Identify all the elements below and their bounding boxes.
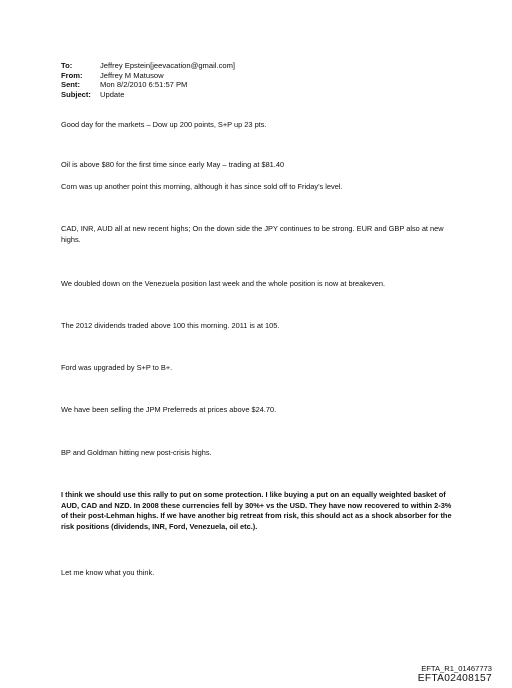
body-paragraph-bp-goldman: BP and Goldman hitting new post-crisis highs. — [61, 448, 212, 457]
body-paragraph-dividends: The 2012 dividends traded above 100 this morning. 2011 is at 105. — [61, 321, 280, 330]
body-paragraph-markets: Good day for the markets – Dow up 200 points, S+P up 23 pts. — [61, 120, 267, 129]
from-row — [61, 71, 235, 81]
sent-label: Sent: — [61, 80, 80, 90]
body-paragraph-currencies: CAD, INR, AUD all at new recent highs; On the down side the JPY continues to be strong. EUR and GBP also at new highs. — [61, 224, 444, 244]
sent-value: Mon 8/2/2010 6:51:57 PM — [100, 80, 188, 90]
sent-row — [61, 80, 235, 90]
body-paragraph-venezuela: We doubled down on the Venezuela position last week and the whole position is now at breakeven. — [61, 279, 386, 288]
from-value: Jeffrey M Matusow — [100, 70, 164, 80]
body-paragraph-corn: Corn was up another point this morning, although it has since sold off to Friday’s level. — [61, 182, 343, 191]
body-paragraph-protection: I think we should use this rally to put on some protection. I like buying a put on an equally weighted basket of AUD, CAD and NZD. In 2008 these currencies fell by 30%+ vs the USD. They have now recovered to within 2-3% of their post-Lehman highs. If we have another big retreat from risk, this should act as a shock absorber for the risk positions (dividends, INR, Ford, Venezuela, oil etc.). — [61, 490, 452, 531]
body-paragraph-oil: Oil is above $80 for the first time since early May – trading at $81.40 — [61, 160, 285, 169]
subject-label: Subject: — [61, 89, 91, 99]
document-id-small: EFTA_R1_01467773 — [421, 664, 492, 673]
to-row — [61, 61, 235, 71]
subject-value: Update — [100, 89, 125, 99]
to-label: To: — [61, 61, 73, 70]
from-label: From: — [61, 70, 83, 80]
body-paragraph-jpm: We have been selling the JPM Preferreds at prices above $24.70. — [61, 405, 277, 414]
body-paragraph-ford: Ford was upgraded by S+P to B+. — [61, 363, 173, 372]
to-value: Jeffrey Epstein[jeevacation@gmail.com] — [100, 61, 236, 70]
email-header — [61, 61, 235, 99]
subject-row — [61, 90, 235, 100]
body-paragraph-closing: Let me know what you think. — [61, 568, 155, 577]
document-id-large: EFTA02408157 — [417, 673, 492, 684]
